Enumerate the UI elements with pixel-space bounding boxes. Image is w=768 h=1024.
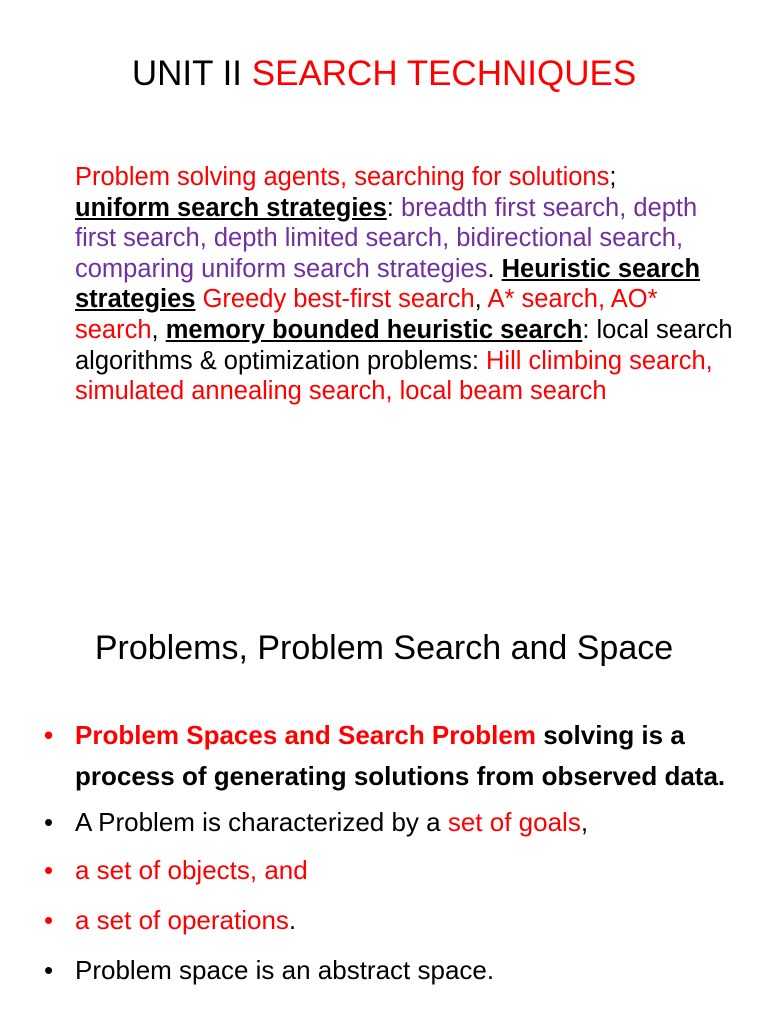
bullet-item [44, 953, 734, 987]
bullet-text: A Problem is characterized by a [75, 807, 448, 837]
bullet-icon: • [44, 955, 54, 985]
topic-a-star-search: A* search, AO* search [75, 285, 658, 344]
title-prefix: UNIT II [131, 54, 252, 93]
title-highlight: SEARCH TECHNIQUES [251, 54, 637, 93]
bullet-text: . [288, 905, 297, 935]
separator: , [151, 315, 166, 344]
bullet-item [44, 903, 734, 937]
syllabus-paragraph [75, 162, 735, 407]
slide-title [0, 52, 768, 96]
heading-heuristic-search: Heuristic search strategies [75, 254, 701, 314]
separator: ; [609, 163, 617, 191]
bullet-text: , [580, 807, 589, 837]
slide-problem-space [0, 512, 768, 1024]
bullet-item [44, 853, 734, 887]
separator: : [386, 193, 401, 222]
bullet-icon: • [44, 855, 54, 885]
bullet-icon: • [44, 720, 54, 750]
bullet-text: Problem space is an abstract space. [75, 955, 495, 985]
bullet-text: solving is a process of generating solutions from observed data. [75, 720, 726, 791]
bullet-item [44, 715, 734, 797]
bullet-icon: • [44, 807, 54, 837]
topic-problem-solving: Problem solving agents, searching for solutions [75, 163, 610, 191]
topic-local-search: : local search algorithms & optimization problems: [75, 315, 733, 375]
topic-uniform-search-list: breadth first search, depth first search, depth limited search, bidirectional search, comparing uniform search strategies [75, 193, 698, 283]
topic-hill-climbing-list: Hill climbing search, simulated annealing search, local beam search [75, 346, 713, 406]
heading-memory-bounded-search: memory bounded heuristic search [165, 315, 583, 344]
heading-uniform-search: uniform search strategies [75, 193, 387, 222]
bullet-highlight: a set of objects, and [75, 855, 308, 885]
bullet-highlight: a set of operations [75, 905, 289, 935]
separator: . [487, 254, 502, 283]
topic-greedy-search: Greedy best-first search [195, 285, 475, 314]
bullet-item [44, 805, 734, 839]
slide-title: Problems, Problem Search and Space [94, 629, 674, 667]
bullet-list [44, 715, 734, 987]
separator: , [474, 285, 488, 314]
bullet-icon: • [44, 905, 54, 935]
bullet-highlight: set of goals [447, 807, 581, 837]
bullet-highlight: Problem Spaces and Search Problem [75, 720, 536, 750]
